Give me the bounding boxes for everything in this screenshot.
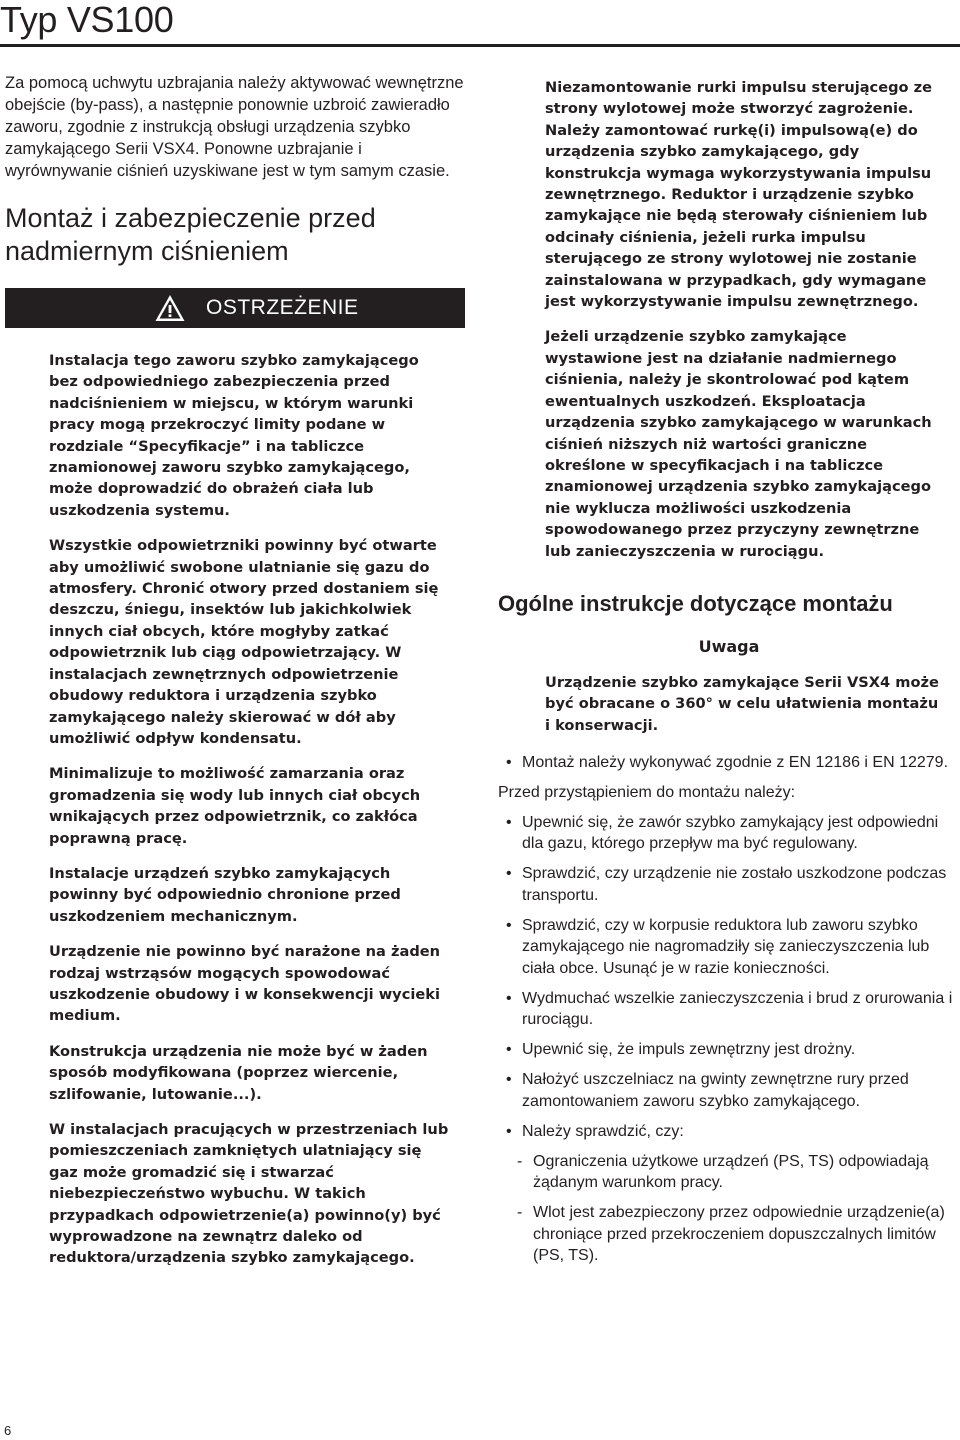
list-item [498,988,960,1031]
dash-mark: - [517,1152,523,1170]
warning-triangle-icon [154,293,186,323]
sub-list-item [498,1151,960,1194]
left-column [5,72,465,1283]
warning-continued-paragraph: Jeżeli urządzenie szybko zamykające wystawione jest na działanie nadmiernego ciśnienia, należy je skontrolować pod kątem ewentualnych uszkodzeń. Eksploatacja urządzenia szybko zamykającego w warunkach ciśnień niższych niż wartości graniczne określone w specyfikacjach i na tabliczce znamionowej urządzenia szybko zamykającego nie wyklucza możliwości uszkodzenia spowodowanego przez przyczyny zewnętrzne lub zanieczyszczenia w rurociągu. [545,328,932,560]
warning-paragraph: Konstrukcja urządzenia nie może być w żaden sposób modyfikowana (poprzez wiercenie, szlifowanie, lutowanie...). [49,1042,428,1103]
install-list [498,752,960,774]
bullet-mark: • [506,813,512,831]
list-item-text: Wydmuchać wszelkie zanieczyszczenia i brud z orurowania i rurociągu. [522,989,953,1029]
warning-body [49,350,449,1269]
section-title-general-instructions: Ogólne instrukcje dotyczące montażu [498,590,893,616]
sub-list-item-text: Wlot jest zabezpieczony przez odpowiednie urządzenie(a) chroniące przed przekroczeniem dopuszczalnych limitów (PS, TS). [533,1204,945,1265]
bullet-mark: • [506,865,512,883]
warning-continued-paragraph: Niezamontowanie rurki impulsu sterującego ze strony wylotowej może stworzyć zagrożenie. Należy zamontować rurkę(i) impulsową(e) do urządzenia szybko zamykającego, gdy konstrukcja wymaga wykorzystywania impulsu zewnętrznego. Reduktor i urządzenie szybko zamykające nie będą sterowały ciśnieniem lub odcinały ciśnienia, jeżeli rurka impulsu sterującego ze strony wylotowej nie zostanie zainstalowana w przypadkach, gdy wymagane jest wykorzystywanie impulsu zewnętrznego. [545,79,933,311]
list-item [498,1069,960,1112]
section-title-montaz: Montaż i zabezpieczenie przed nadmiernym ciśnieniem [5,203,376,266]
page-title: Typ VS100 [0,0,174,40]
dash-mark: - [517,1204,523,1222]
list-item [498,1039,960,1061]
list-item [498,752,960,774]
title-rule [0,44,960,47]
bullet-mark: • [506,989,512,1007]
warning-paragraph: Instalacje urządzeń szybko zamykających powinny być odpowiednio chronione przed uszkodzeniem mechanicznym. [49,864,401,925]
warning-paragraph: W instalacjach pracujących w przestrzeniach lub pomieszczeniach zamkniętych ulatniający się gaz może gromadzić się i stwarzać niebezpieczeństwo wybuchu. W takich przypadkach odpowietrzenie(a) powinno(y) być wyprowadzone na zewnątrz daleko od reduktora/urządzenia szybko zamykającego. [49,1121,449,1267]
page-number: 6 [4,1423,12,1438]
right-column [498,77,960,1275]
note-text: Urządzenie szybko zamykające Serii VSX4 może być obracane o 360° w celu ułatwienia montażu i konserwacji. [545,673,939,734]
warning-paragraph: Instalacja tego zaworu szybko zamykającego bez odpowiedniego zabezpieczenia przed nadciśnieniem w miejscu, w którym warunki pracy mogą przekroczyć limity podane w rozdziale “Specyfikacje” i na tabliczce znamionowej zaworu szybko zamykającego, może doprowadzić do obrażeń ciała lub uszkodzenia systemu. [49,352,419,519]
bullet-mark: • [506,1122,512,1140]
list-item [498,812,960,855]
bullet-mark: • [506,916,512,934]
list-item-text: Montaż należy wykonywać zgodnie z EN 12186 i EN 12279. [522,754,949,772]
note-label: Uwaga [698,636,760,656]
list-item [498,863,960,906]
sub-list-item [498,1202,960,1267]
list-item-text: Sprawdzić, czy w korpusie reduktora lub zaworu szybko zamykającego nie nagromadziły się zanieczyszczenia lub ciała obce. Usunąć je w razie konieczności. [522,916,930,977]
warning-paragraph: Urządzenie nie powinno być narażone na żaden rodzaj wstrząsów mogących spowodować uszkodzenie obudowy i w konsekwencji wycieki medium. [49,943,441,1025]
warning-paragraph: Wszystkie odpowietrzniki powinny być otwarte aby umożliwić swobone ulatnianie się gazu do atmosfery. Chronić otwory przed dostaniem się deszczu, śniegu, insektów lub jakichkolwiek innych ciał obcych, które mogłyby zatkać odpowietrznik lub ciąg odpowietrzający. W instalacjach zewnętrznych odpowietrzenie obudowy reduktora i urządzenia szybko zamykającego należy skierować w dół aby umożliwić odpływ kondensatu. [49,537,439,747]
list-item-text: Nałożyć uszczelniacz na gwinty zewnętrzne rury przed zamontowaniem zaworu szybko zamykającego. [522,1071,909,1110]
list-item-text: Sprawdzić, czy urządzenie nie zostało uszkodzone podczas transportu. [522,865,947,904]
bullet-mark: • [506,754,512,772]
list-item-text: Należy sprawdzić, czy: [522,1122,684,1140]
sub-list-item-text: Ograniczenia użytkowe urządzeń (PS, TS) odpowiadają żądanym warunkom pracy. [533,1152,929,1192]
list-item-text: Upewnić się, że zawór szybko zamykający jest odpowiedni dla gazu, którego przepływ ma być regulowany. [522,813,939,853]
list-item [498,1121,960,1143]
sub-checklist [498,1151,960,1267]
before-install-label: Przed przystąpieniem do montażu należy: [498,784,796,802]
bullet-mark: • [506,1041,512,1059]
warning-label: OSTRZEŻENIE [206,296,359,319]
checklist [498,812,960,1143]
warning-banner [5,288,465,328]
intro-paragraph: Za pomocą uchwytu uzbrajania należy aktywować wewnętrzne obejście (by-pass), a następnie ponownie uzbroić zawieradło zaworu, zgodnie z instrukcją obsługi urządzenia szybko zamykającego Serii VSX4. Ponowne uzbrajanie i wyrównywanie ciśnień uzyskiwane jest w tym samym czasie. [5,74,464,180]
warning-paragraph: Minimalizuje to możliwość zamarzania oraz gromadzenia się wody lub innych ciał obcych wnikających przez odpowietrznik, co zakłóca poprawną pracę. [49,765,421,847]
list-item [498,915,960,980]
list-item-text: Upewnić się, że impuls zewnętrzny jest drożny. [522,1041,856,1059]
bullet-mark: • [506,1071,512,1089]
